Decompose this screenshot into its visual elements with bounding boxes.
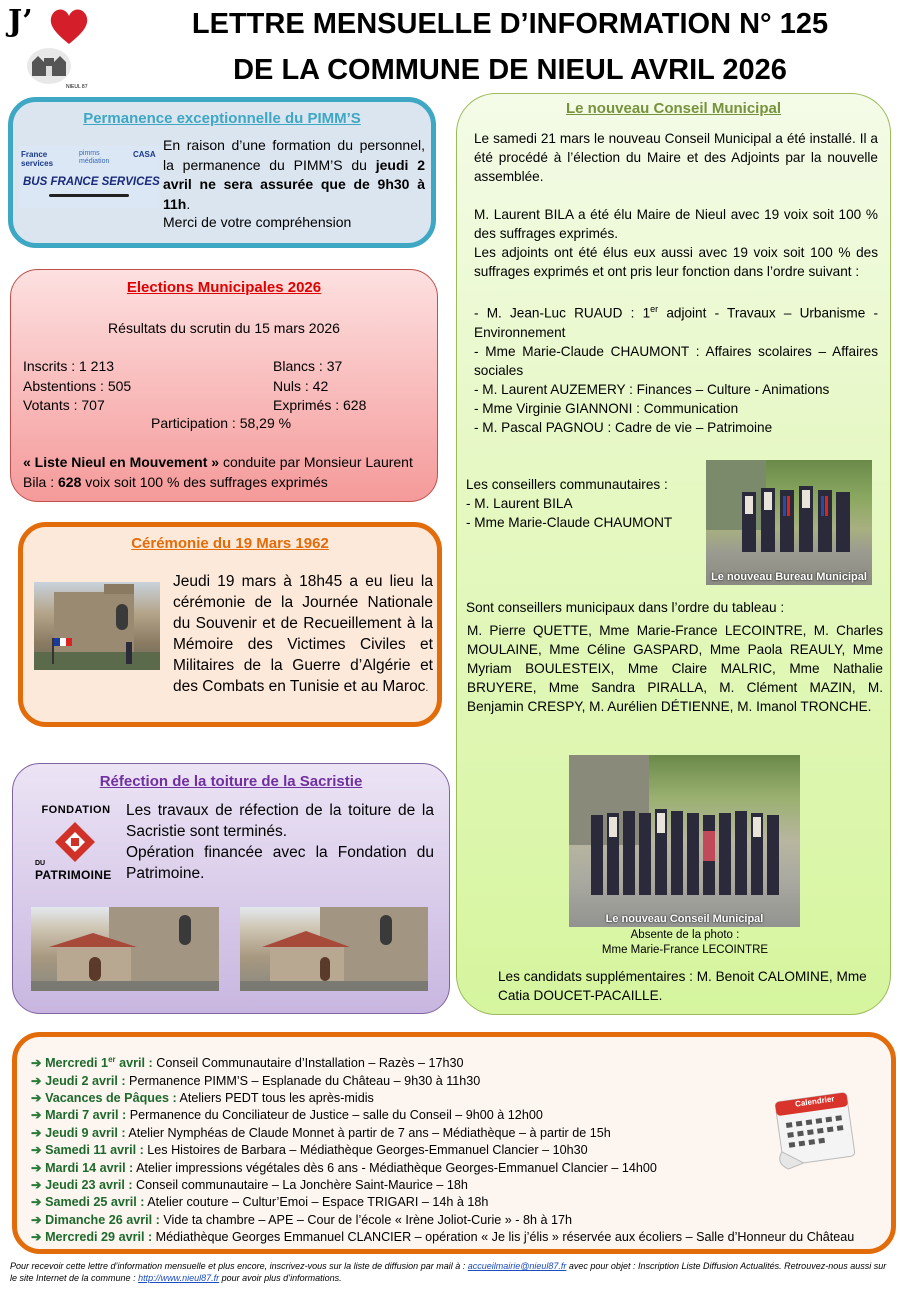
diamond-icon [55,822,95,862]
agenda-item: ➔ Samedi 11 avril : Les Histoires de Barbara – Médiathèque Georges-Emmanuel Clancier – 10h30 [31,1143,588,1158]
bureau-photo-caption: Le nouveau Bureau Municipal [711,571,867,583]
stat-abstentions: Abstentions : 505 [23,377,132,394]
calendar-label: Calendrier [794,1094,836,1109]
pimms-box [8,97,436,248]
elections-heading: Elections Municipales 2026 [126,279,322,296]
sacristie-text: Les travaux de réfection de la toiture de la Sacristie sont terminés. Opération financée avec la Fondation du Patrimoine. [126,802,434,882]
conseil-p1: Le samedi 21 mars le nouveau Conseil Municipal a été installé. Il a été procédé à l’élection du Maire et des Adjoints par la nouvelle assemblée. [474,131,878,184]
bureau-photo-icon [706,460,872,585]
stat-exprimes: Exprimés : 628 [273,397,367,413]
agenda-item: ➔ Mardi 14 avril : Atelier impressions végétales dès 6 ans - Médiathèque Georges-Emmanuel Clancier – 14h00 [31,1160,657,1175]
france-services-logo: France services [21,150,54,168]
adjoint-5: - M. Pascal PAGNOU : Cadre de vie – Patrimoine [474,419,773,435]
conseil-p3: Les adjoints ont été élus eux aussi avec 19 voix soit 100 % des suffrages exprimés et ont pris leur fonction dans l’ordre suivant : [474,245,878,279]
sacristie-photo-1 [31,907,219,991]
conseil-heading: Le nouveau Conseil Municipal [565,100,782,117]
conseillers-list: M. Pierre QUETTE, Mme Marie-France LECOINTRE, M. Charles MOULAINE, Mme Céline GASPARD, Mme Paola REAULY, Mme Myriam BOULESTEIX, Mme Claire MALRIC, Mme Nathalie BRUYERE, Mme Sandra PIRALLA, M. Clément MAZIN, M. Benjamin CRESPY, M. Aurélien DÉTIENNE, M. Imanol TRONCHE. [467,623,883,714]
agenda-item: ➔ Jeudi 23 avril : Conseil communautaire – La Jonchère Saint-Maurice – 18h [31,1178,468,1193]
agenda-box [12,1032,896,1254]
heart-icon [48,6,90,46]
page-title: LETTRE MENSUELLE D’INFORMATION N° 125 DE LA COMMUNE DE NIEUL AVRIL 2026 [191,8,829,86]
calendar-image [769,1087,861,1171]
elections-stats-left [23,357,131,416]
agenda-item: ➔ Jeudi 2 avril : Permanence PIMM’S – Esplanade du Château – 9h30 à 11h30 [31,1073,481,1088]
sacristie-photo-2 [240,907,428,991]
pimms-text: En raison d’une formation du personnel, la permanence du PIMM’S du jeudi 2 avril ne sera assurée que de 9h30 à 11h. [163,137,425,212]
logo [8,4,88,90]
ceremonie-heading: Cérémonie du 19 Mars 1962 [131,535,329,552]
bureau-municipal-photo [706,460,872,585]
conseil-photo-caption: Le nouveau Conseil Municipal [605,913,764,925]
conseil-p2: M. Laurent BILA a été élu Maire de Nieul avec 19 voix soit 100 % des suffrages exprimés. [474,207,878,241]
agenda-item: ➔ Mercredi 29 avril : Médiathèque Georges Emmanuel CLANCIER – opération « Je lis j’élis » réservée aux écoliers – Salle d’Honneur du Château [31,1230,855,1245]
elections-subtitle: Résultats du scrutin du 15 mars 2026 [108,320,340,336]
stat-inscrits: Inscrits : 1 213 [23,358,115,374]
elections-stats-right [273,357,366,416]
adjoint-2: - Mme Marie-Claude CHAUMONT : Affaires scolaires – Affaires sociales [474,343,878,378]
stat-nuls: Nuls : 42 [273,377,329,394]
church-photo-icon [34,582,160,670]
stat-votants: Votants : 707 [23,397,105,413]
conseillers-communautaires: Les conseillers communautaires : - M. Laurent BILA - Mme Marie-Claude CHAUMONT [466,477,673,530]
adjoint-1: - M. Jean-Luc RUAUD : 1er adjoint - Travaux – Urbanisme - Environnement [474,304,878,340]
elections-list-result: « Liste Nieul en Mouvement » conduite par Monsieur Laurent Bila : 628 voix soit 100 % des suffrages exprimés [23,454,413,490]
stat-participation: Participation : 58,29 % [151,415,292,431]
adjoint-4: - Mme Virginie GIANNONI : Communication [474,400,739,416]
bus-france-services-text: BUS FRANCE SERVICES [23,176,160,188]
logo-sub: NIEUL 87 [66,84,88,90]
sacristie-photo-1-icon [31,907,219,991]
pimms-heading: Permanence exceptionnelle du PIMM’S [83,110,361,127]
conseil-municipal-photo [569,755,800,927]
logo-text: J’ [8,4,33,39]
elections-box [10,269,438,502]
sacristie-heading: Réfection de la toiture de la Sacristie [99,773,363,790]
conseillers-title: Sont conseillers municipaux dans l’ordre du tableau : [466,600,785,615]
agenda-item: ➔ Dimanche 26 avril : Vide ta chambre – APE – Cour de l’école « Irène Joliot-Curie » - 8h à 17h [31,1212,572,1227]
candidats-supplementaires: Les candidats supplémentaires : M. Benoit CALOMINE, Mme Catia DOUCET-PACAILLE. [498,969,867,1003]
email-link[interactable]: accueilmairie@nieul87.fr [467,1261,567,1271]
sacristie-box [12,763,450,1014]
agenda-item: ➔ Jeudi 9 avril : Atelier Nymphéas de Claude Monnet à partir de 7 ans – Médiathèque – à partir de 15h [31,1125,611,1140]
logo-swoosh [49,194,129,197]
ceremonie-photo [34,582,160,670]
casa-logo: CASA [133,150,156,159]
ceremonie-box [18,522,442,727]
pimms-thanks: Merci de votre compréhension [163,214,352,230]
sacristie-photo-2-icon [240,907,428,991]
stat-blancs: Blancs : 37 [273,358,343,374]
pimms-logo [19,146,159,208]
agenda-item: ➔ Mercredi 1er avril : Conseil Communautaire d’Installation – Razès – 17h30 [31,1055,464,1071]
agenda-item: ➔ Vacances de Pâques : Ateliers PEDT tous les après-midis [31,1091,374,1105]
adjoint-3: - M. Laurent AUZEMERY : Finances – Culture - Animations [474,381,830,397]
absent-note: Absente de la photo : Mme Marie-France LECOINTRE [601,929,769,956]
footer: Pour recevoir cette lettre d’information mensuelle et plus encore, inscrivez-vous sur la liste de diffusion par mail à : accueilmairie@nieul87.fr avec pour objet : Inscription Liste Diffusion Actualités. Retrouvez-nous aussi sur le site Internet de la commune : http://www.nieul87.fr pour avoir plus d’informations. [10,1261,887,1283]
ceremonie-text: Jeudi 19 mars à 18h45 a eu lieu la cérémonie de la Journée Nationale du Souvenir et de Recueillement à la Mémoire des Victimes Civiles et Militaires de la Guerre d’Algérie et des Combats en Tunisie et au Maroc. [173,573,433,695]
website-link[interactable]: http://www.nieul87.fr [138,1273,220,1283]
conseil-box [456,93,891,1015]
fondation-patrimoine-logo: FONDATION DU PATRIMOINE [35,804,112,882]
agenda-item: ➔ Samedi 25 avril : Atelier couture – Cultur’Emoi – Espace TRIGARI – 14h à 18h [31,1195,489,1210]
fondation-logo: pimms médiation [79,150,110,165]
conseil-adjoints [474,300,878,437]
chateau-logo-icon [24,46,74,86]
conseil-photo-icon [569,755,800,927]
agenda-item: ➔ Mardi 7 avril : Permanence du Conciliateur de Justice – salle du Conseil – 9h00 à 12h00 [31,1108,543,1123]
agenda-list [31,1051,854,1247]
